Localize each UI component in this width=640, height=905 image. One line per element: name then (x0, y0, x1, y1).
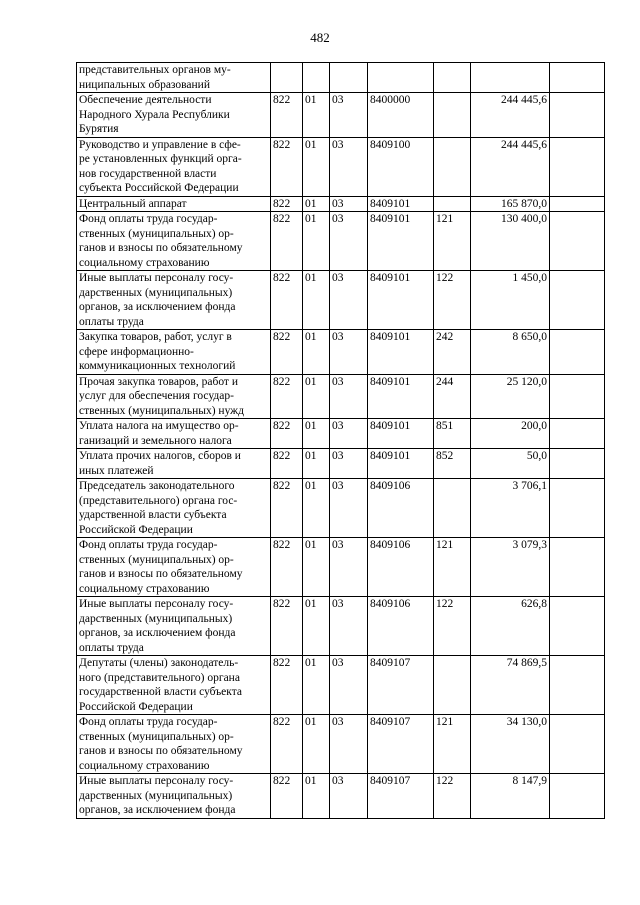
row-section-code: 01 (303, 479, 330, 538)
row-section-code: 01 (303, 196, 330, 212)
row-name: Руководство и управление в сфе- ре установленных функций орга- нов государственной власти субъекта Российской Федерации (77, 137, 271, 196)
row-target-article-code: 8409106 (368, 597, 434, 656)
row-amount: 130 400,0 (471, 212, 550, 271)
row-ved-code: 822 (271, 479, 303, 538)
row-subsection-code: 03 (330, 774, 368, 819)
row-target-article-code: 8409100 (368, 137, 434, 196)
table-row (77, 374, 605, 419)
row-ved-code: 822 (271, 271, 303, 330)
page-number: 482 (310, 30, 330, 45)
row-expense-type-code: 244 (434, 374, 471, 419)
table-row (77, 597, 605, 656)
row-target-article-code (368, 63, 434, 93)
table-row (77, 774, 605, 819)
row-target-article-code: 8409101 (368, 419, 434, 449)
row-section-code: 01 (303, 374, 330, 419)
row-name: Иные выплаты персоналу госу- дарственных (муниципальных) органов, за исключением фонда оплаты труда (77, 271, 271, 330)
row-name: Закупка товаров, работ, услуг в сфере информационно- коммуникационных технологий (77, 330, 271, 375)
row-amount: 3 706,1 (471, 479, 550, 538)
row-name: Фонд оплаты труда государ- ственных (муниципальных) ор- ганов и взносы по обязательному социальному страхованию (77, 212, 271, 271)
table-row (77, 656, 605, 715)
row-name: Иные выплаты персоналу госу- дарственных (муниципальных) органов, за исключением фонда оплаты труда (77, 597, 271, 656)
row-subsection-code: 03 (330, 137, 368, 196)
row-amount (471, 63, 550, 93)
row-expense-type-code: 122 (434, 774, 471, 819)
row-target-article-code: 8409106 (368, 538, 434, 597)
row-empty-cell (550, 374, 605, 419)
row-expense-type-code (434, 479, 471, 538)
row-ved-code: 822 (271, 774, 303, 819)
row-target-article-code: 8409101 (368, 196, 434, 212)
row-ved-code: 822 (271, 330, 303, 375)
row-ved-code: 822 (271, 374, 303, 419)
row-expense-type-code: 121 (434, 538, 471, 597)
row-amount: 626,8 (471, 597, 550, 656)
row-section-code: 01 (303, 538, 330, 597)
table-row (77, 212, 605, 271)
row-section-code: 01 (303, 93, 330, 138)
row-expense-type-code: 242 (434, 330, 471, 375)
row-amount: 34 130,0 (471, 715, 550, 774)
row-target-article-code: 8409107 (368, 715, 434, 774)
row-section-code: 01 (303, 597, 330, 656)
row-section-code: 01 (303, 330, 330, 375)
row-amount: 244 445,6 (471, 93, 550, 138)
row-ved-code (271, 63, 303, 93)
row-target-article-code: 8409106 (368, 479, 434, 538)
row-section-code: 01 (303, 715, 330, 774)
table-row (77, 715, 605, 774)
row-ved-code: 822 (271, 449, 303, 479)
row-section-code: 01 (303, 212, 330, 271)
table-row (77, 93, 605, 138)
row-subsection-code: 03 (330, 374, 368, 419)
row-subsection-code: 03 (330, 196, 368, 212)
row-expense-type-code: 121 (434, 715, 471, 774)
row-amount: 74 869,5 (471, 656, 550, 715)
row-subsection-code: 03 (330, 212, 368, 271)
row-section-code: 01 (303, 271, 330, 330)
budget-table-body (77, 63, 605, 819)
row-subsection-code: 03 (330, 538, 368, 597)
row-target-article-code: 8409101 (368, 374, 434, 419)
row-target-article-code: 8409101 (368, 212, 434, 271)
row-expense-type-code (434, 63, 471, 93)
row-name: Уплата прочих налогов, сборов и иных платежей (77, 449, 271, 479)
row-name: Председатель законодательного (представительного) органа гос- ударственной власти субъекта Российской Федерации (77, 479, 271, 538)
row-empty-cell (550, 63, 605, 93)
row-ved-code: 822 (271, 196, 303, 212)
table-row (77, 271, 605, 330)
row-amount: 25 120,0 (471, 374, 550, 419)
row-subsection-code: 03 (330, 656, 368, 715)
table-row (77, 479, 605, 538)
table-row (77, 449, 605, 479)
row-empty-cell (550, 774, 605, 819)
row-ved-code: 822 (271, 419, 303, 449)
row-expense-type-code: 122 (434, 597, 471, 656)
row-expense-type-code (434, 93, 471, 138)
table-row (77, 63, 605, 93)
table-row (77, 538, 605, 597)
row-target-article-code: 8409101 (368, 271, 434, 330)
table-row (77, 137, 605, 196)
row-amount: 8 650,0 (471, 330, 550, 375)
table-row (77, 330, 605, 375)
row-empty-cell (550, 656, 605, 715)
row-expense-type-code (434, 196, 471, 212)
row-empty-cell (550, 597, 605, 656)
row-expense-type-code: 852 (434, 449, 471, 479)
row-expense-type-code: 122 (434, 271, 471, 330)
row-expense-type-code (434, 137, 471, 196)
row-subsection-code: 03 (330, 330, 368, 375)
row-section-code: 01 (303, 449, 330, 479)
row-empty-cell (550, 538, 605, 597)
row-subsection-code: 03 (330, 419, 368, 449)
row-section-code: 01 (303, 419, 330, 449)
row-ved-code: 822 (271, 715, 303, 774)
row-amount: 165 870,0 (471, 196, 550, 212)
row-empty-cell (550, 137, 605, 196)
row-subsection-code: 03 (330, 93, 368, 138)
row-ved-code: 822 (271, 137, 303, 196)
row-ved-code: 822 (271, 212, 303, 271)
row-target-article-code: 8409107 (368, 774, 434, 819)
row-empty-cell (550, 330, 605, 375)
row-section-code: 01 (303, 774, 330, 819)
row-empty-cell (550, 715, 605, 774)
row-empty-cell (550, 93, 605, 138)
budget-table (76, 62, 605, 819)
row-expense-type-code: 121 (434, 212, 471, 271)
row-subsection-code: 03 (330, 479, 368, 538)
row-empty-cell (550, 419, 605, 449)
row-name: Прочая закупка товаров, работ и услуг для обеспечения государ- ственных (муниципальных) нужд (77, 374, 271, 419)
row-subsection-code: 03 (330, 271, 368, 330)
row-empty-cell (550, 271, 605, 330)
row-target-article-code: 8400000 (368, 93, 434, 138)
table-row (77, 419, 605, 449)
row-subsection-code: 03 (330, 597, 368, 656)
row-target-article-code: 8409101 (368, 449, 434, 479)
row-target-article-code: 8409101 (368, 330, 434, 375)
row-amount: 1 450,0 (471, 271, 550, 330)
row-name: Обеспечение деятельности Народного Хурала Республики Бурятия (77, 93, 271, 138)
row-expense-type-code: 851 (434, 419, 471, 449)
row-name: Фонд оплаты труда государ- ственных (муниципальных) ор- ганов и взносы по обязательному социальному страхованию (77, 715, 271, 774)
row-subsection-code: 03 (330, 449, 368, 479)
row-expense-type-code (434, 656, 471, 715)
row-subsection-code (330, 63, 368, 93)
row-ved-code: 822 (271, 656, 303, 715)
row-ved-code: 822 (271, 538, 303, 597)
table-row (77, 196, 605, 212)
row-section-code: 01 (303, 656, 330, 715)
row-empty-cell (550, 449, 605, 479)
row-name: Уплата налога на имущество ор- ганизаций и земельного налога (77, 419, 271, 449)
row-name: Фонд оплаты труда государ- ственных (муниципальных) ор- ганов и взносы по обязательному социальному страхованию (77, 538, 271, 597)
row-ved-code: 822 (271, 597, 303, 656)
row-target-article-code: 8409107 (368, 656, 434, 715)
row-name: Депутаты (члены) законодатель- ного (представительного) органа государственной власти субъекта Российской Федерации (77, 656, 271, 715)
row-empty-cell (550, 212, 605, 271)
row-amount: 200,0 (471, 419, 550, 449)
row-empty-cell (550, 479, 605, 538)
row-amount: 50,0 (471, 449, 550, 479)
row-amount: 8 147,9 (471, 774, 550, 819)
row-name: Центральный аппарат (77, 196, 271, 212)
row-amount: 244 445,6 (471, 137, 550, 196)
row-empty-cell (550, 196, 605, 212)
row-amount: 3 079,3 (471, 538, 550, 597)
row-section-code (303, 63, 330, 93)
row-name: Иные выплаты персоналу госу- дарственных (муниципальных) органов, за исключением фонда (77, 774, 271, 819)
row-name: представительных органов му- ниципальных образований (77, 63, 271, 93)
row-ved-code: 822 (271, 93, 303, 138)
row-subsection-code: 03 (330, 715, 368, 774)
row-section-code: 01 (303, 137, 330, 196)
